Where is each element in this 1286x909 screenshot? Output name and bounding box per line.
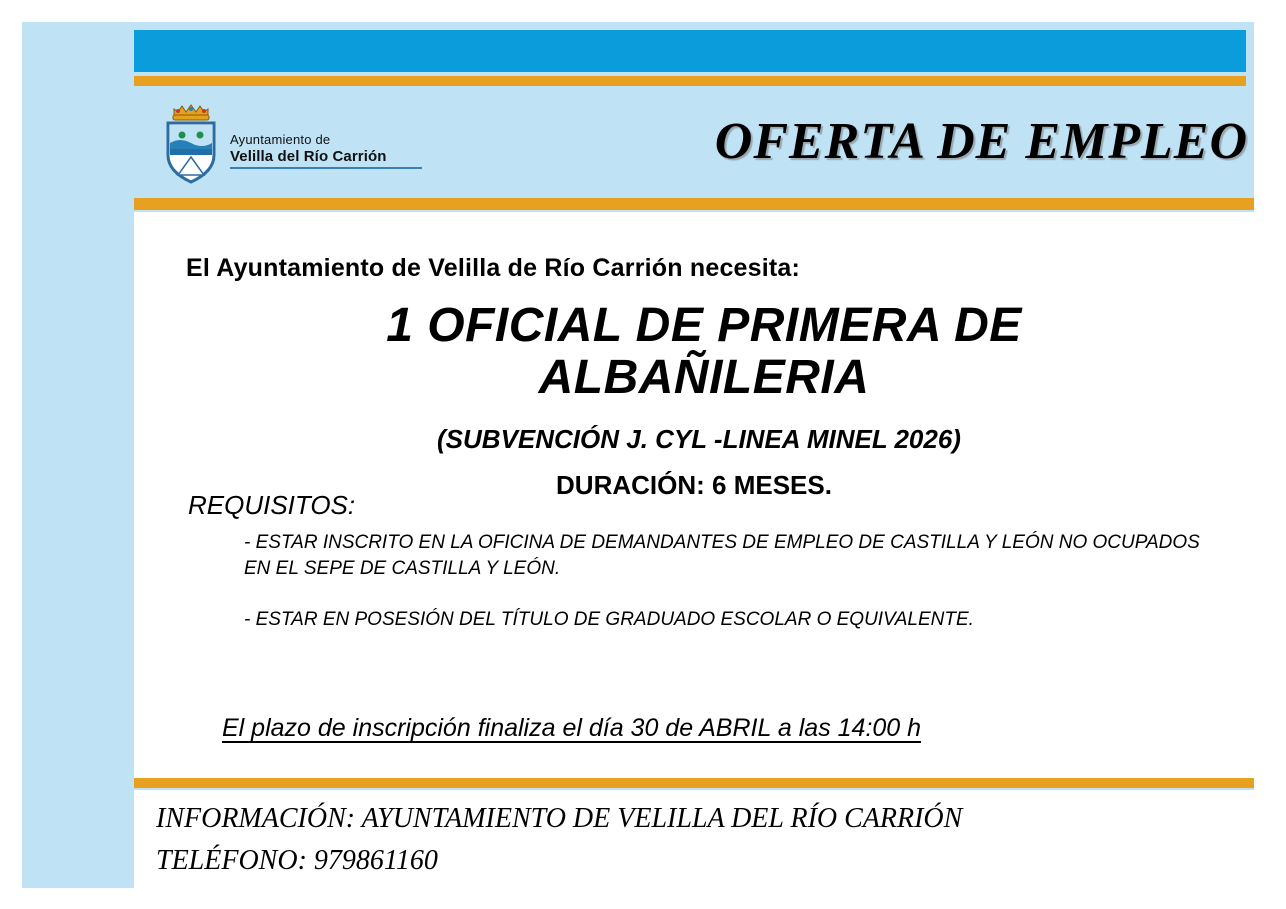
list-item: - ESTAR INSCRITO EN LA OFICINA DE DEMANDANTES DE EMPLEO DE CASTILLA Y LEÓN NO OCUPADOS EN EL SEPE DE CASTILLA Y LEÓN. bbox=[244, 532, 1200, 579]
orange-rule-bottom bbox=[134, 778, 1254, 788]
job-title-line-2: ALBAÑILERIA bbox=[538, 350, 870, 404]
job-title-line-1: 1 OFICIAL DE PRIMERA DE bbox=[386, 299, 1022, 352]
coat-of-arms-shield-icon bbox=[160, 99, 222, 185]
footer-information: INFORMACIÓN: AYUNTAMIENTO DE VELILLA DEL RÍO CARRIÓN bbox=[156, 803, 963, 834]
page-title: OFERTA DE EMPLEO bbox=[714, 113, 1248, 170]
list-item: - ESTAR EN POSESIÓN DEL TÍTULO DE GRADUADO ESCOLAR O EQUIVALENTE. bbox=[244, 609, 974, 631]
orange-rule-middle bbox=[134, 198, 1254, 210]
orange-rule-top bbox=[134, 76, 1246, 86]
duration-text: DURACIÓN: 6 MESES. bbox=[556, 470, 832, 500]
footer bbox=[134, 790, 1254, 888]
logo-line-1: Ayuntamiento de bbox=[230, 131, 331, 147]
logo-underline bbox=[230, 167, 422, 169]
requirements-list bbox=[244, 530, 1224, 659]
requirements-title: REQUISITOS: bbox=[188, 490, 356, 520]
municipality-logo bbox=[160, 92, 420, 192]
lead-text: El Ayuntamiento de Velilla de Río Carrión necesita: bbox=[186, 254, 801, 282]
header bbox=[134, 86, 1254, 198]
footer-phone: TELÉFONO: 979861160 bbox=[156, 845, 438, 876]
job-title bbox=[134, 300, 1244, 404]
logo-line-2: Velilla del Río Carrión bbox=[230, 147, 387, 165]
logo-text bbox=[230, 115, 422, 169]
deadline-text: El plazo de inscripción finaliza el día 30 de ABRIL a las 14:00 h bbox=[222, 714, 922, 742]
subsidy-note: (SUBVENCIÓN J. CYL -LINEA MINEL 2026) bbox=[437, 424, 961, 454]
top-blue-bar bbox=[134, 30, 1246, 72]
main-content bbox=[134, 212, 1254, 778]
